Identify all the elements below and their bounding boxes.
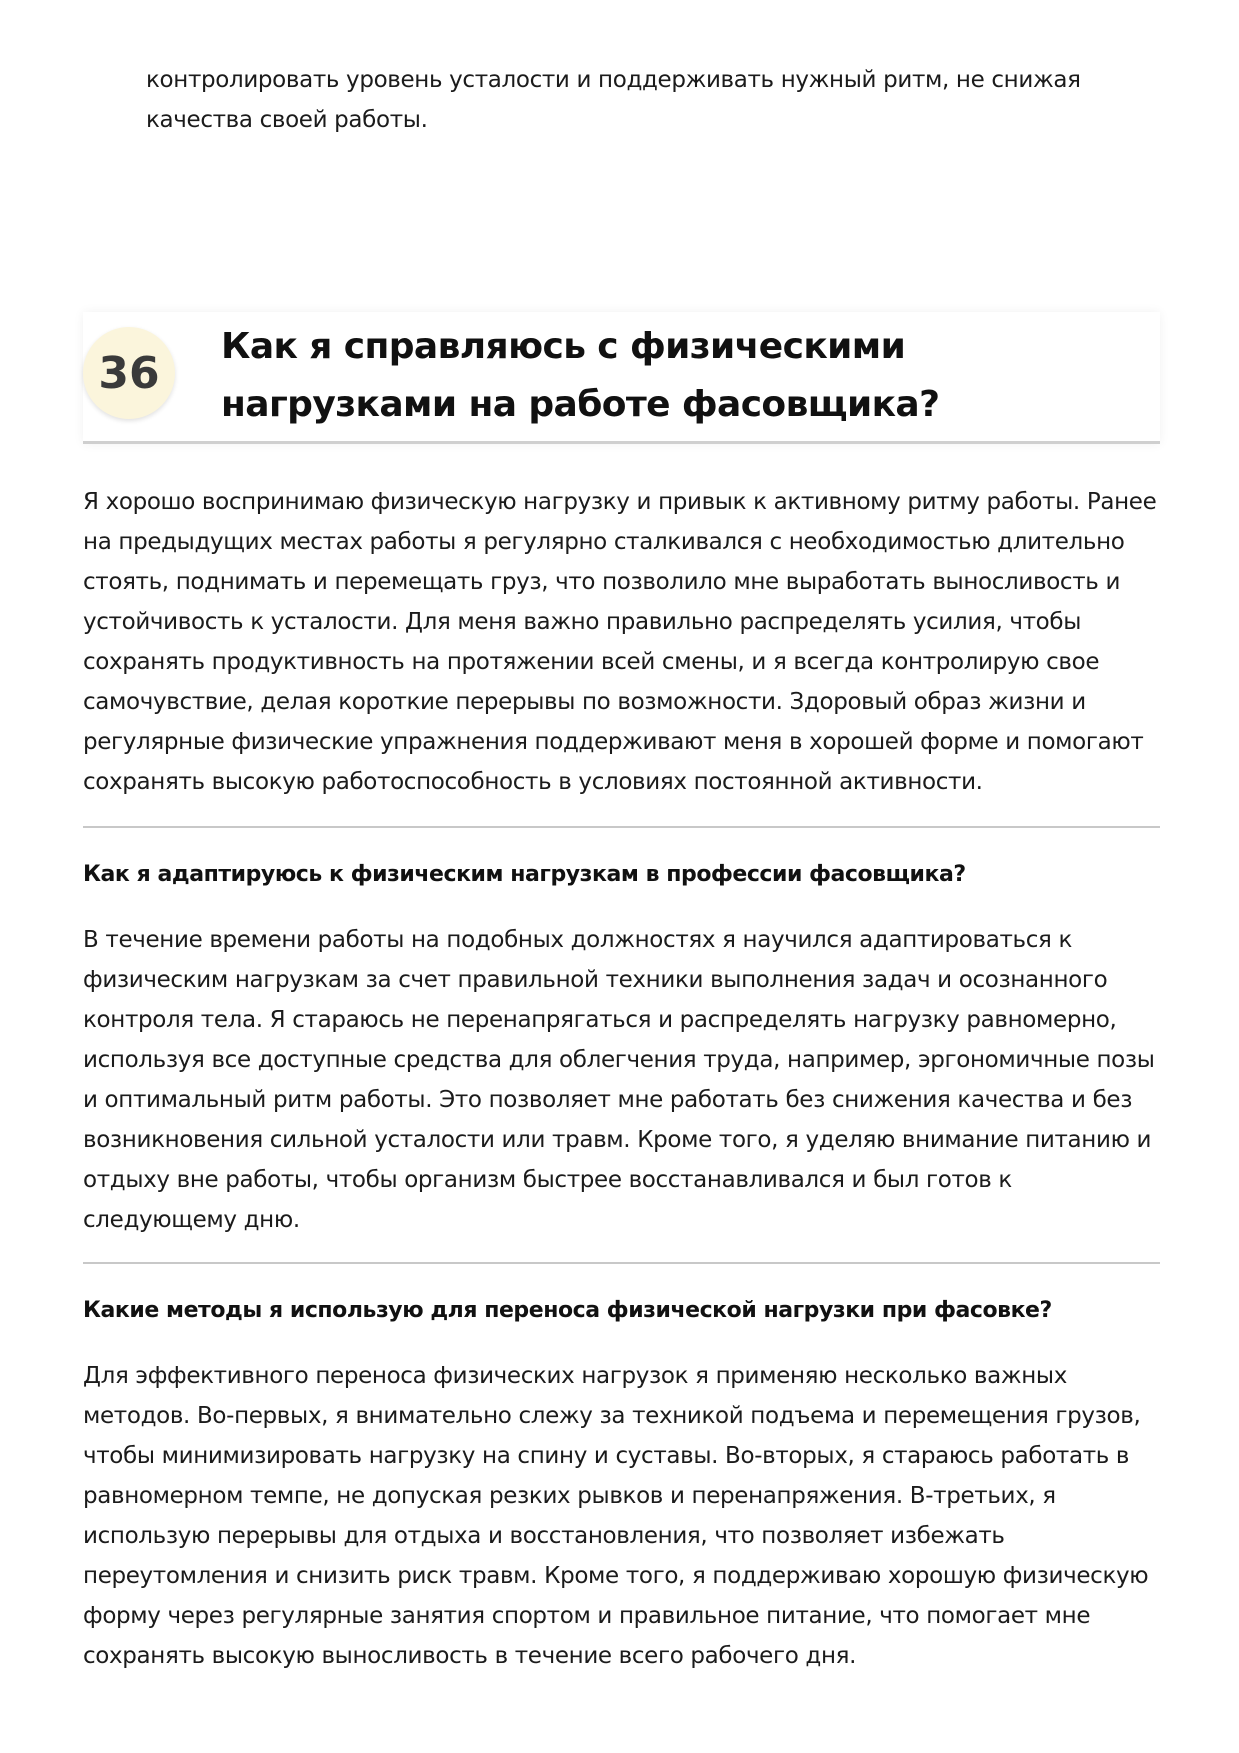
section-header (83, 312, 1160, 444)
question-number-badge: 36 (83, 327, 175, 419)
subanswer-1: В течение времени работы на подобных должностях я научился адаптироваться к физическим нагрузкам за счет правильной техники выполнения задач и осознанного контроля тела. Я стараюсь не перенапрягаться и распределять нагрузку равномерно, используя все доступные средства для облегчения труда, например, эргономичные позы и оптимальный ритм работы. Это позволяет мне работать без снижения качества и без возникновения сильной усталости или травм. Кроме того, я уделяю внимание питанию и отдыху вне работы, чтобы организм быстрее восстанавливался и был готов к следующему дню. (83, 927, 1155, 1233)
subanswer-2: Для эффективного переноса физических нагрузок я применяю несколько важных методов. Во-первых, я внимательно слежу за техникой подъема и перемещения грузов, чтобы минимизировать нагрузку на спину и суставы. Во-вторых, я стараюсь работать в равномерном темпе, не допуская резких рывков и перенапряжения. В-третьих, я использую перерывы для отдыха и восстановления, что позволяет избежать переутомления и снизить риск травм. Кроме того, я поддерживаю хорошую физическую форму через регулярные занятия спортом и правильное питание, что помогает мне сохранять высокую выносливость в течение всего рабочего дня. (83, 1363, 1149, 1669)
subquestion-1: Как я адаптируюсь к физическим нагрузкам в профессии фасовщика? (83, 862, 966, 887)
subquestion-2: Какие методы я использую для переноса физической нагрузки при фасовке? (83, 1298, 1052, 1323)
section-title: Как я справляюсь с физическими нагрузками на работе фасовщика? (221, 326, 940, 425)
divider (83, 826, 1160, 828)
section-answer: Я хорошо воспринимаю физическую нагрузку и привык к активному ритму работы. Ранее на предыдущих местах работы я регулярно сталкивался с необходимостью длительно стоять, поднимать и перемещать груз, что позволило мне выработать выносливость и устойчивость к усталости. Для меня важно правильно распределять усилия, чтобы сохранять продуктивность на протяжении всей смены, и я всегда контролирую свое самочувствие, делая короткие перерывы по возможности. Здоровый образ жизни и регулярные физические упражнения поддерживают меня в хорошей форме и помогают сохранять высокую работоспособность в условиях постоянной активности. (83, 489, 1157, 795)
divider (83, 1262, 1160, 1264)
intro-paragraph: контролировать уровень усталости и поддерживать нужный ритм, не снижая качества своей работы. (146, 67, 1081, 133)
